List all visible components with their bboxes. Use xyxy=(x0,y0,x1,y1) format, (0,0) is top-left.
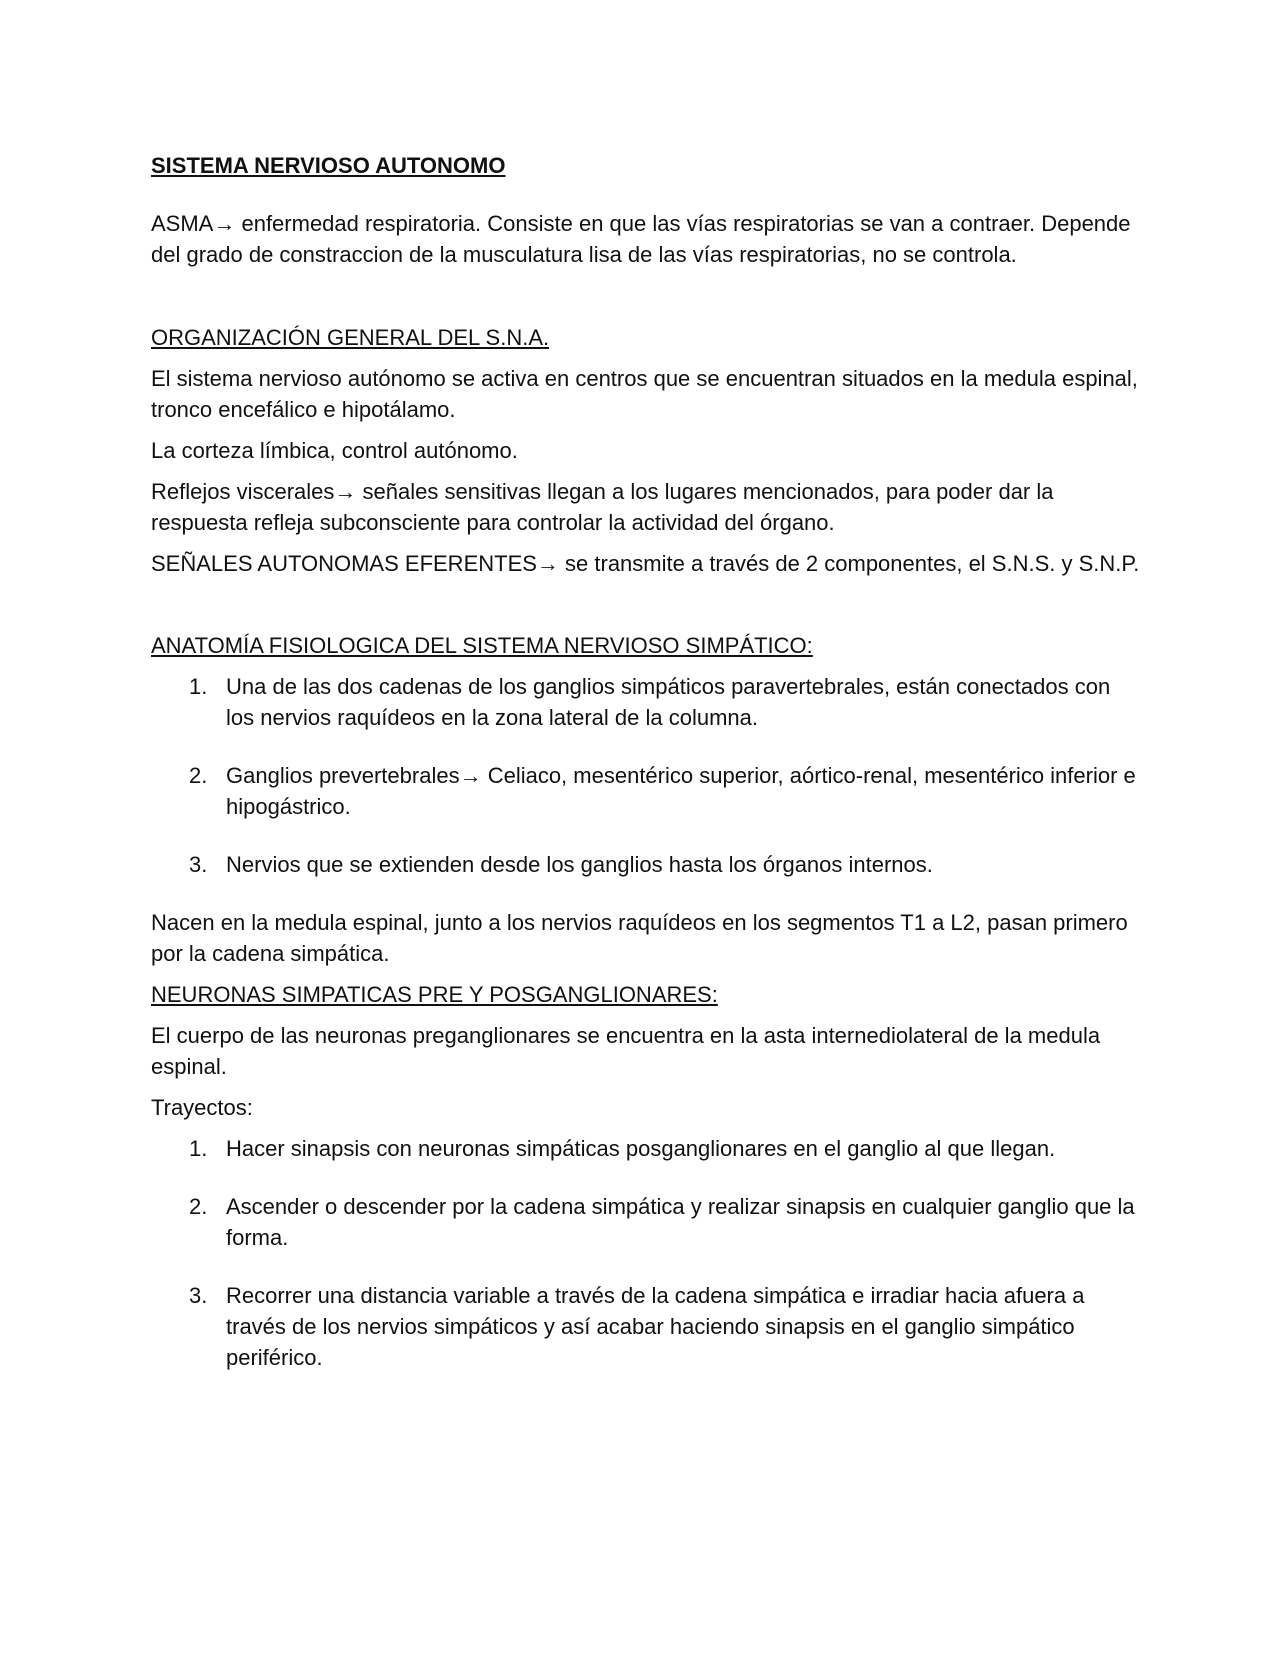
senales-term: SEÑALES AUTONOMAS EFERENTES xyxy=(151,551,537,576)
list-item-number: 2. xyxy=(189,763,208,788)
arrow-icon: → xyxy=(459,763,482,788)
arrow-icon: → xyxy=(213,211,236,236)
trayectos-label: Trayectos: xyxy=(151,1095,253,1120)
organizacion-paragraph-1: El sistema nervioso autónomo se activa en centros que se encuentran situados en la medula espinal, tronco encefálico e hipotálamo. xyxy=(151,366,1138,422)
asma-term: ASMA xyxy=(151,211,214,236)
list-item xyxy=(151,1133,1141,1164)
list-item-text: Nervios que se extienden desde los ganglios hasta los órganos internos. xyxy=(226,852,933,877)
list-item-number: 1. xyxy=(189,1136,208,1161)
list-item xyxy=(151,671,1141,733)
asma-text: enfermedad respiratoria. Consiste en que las vías respiratorias se van a contraer. Depende del grado de constraccion de la musculatura lisa de las vías respiratorias, no se controla. xyxy=(151,211,1131,267)
reflejos-term: Reflejos viscerales xyxy=(151,479,335,504)
list-item-text: Celiaco, mesentérico superior, aórtico-renal, mesentérico inferior e hipogástrico. xyxy=(226,763,1136,819)
neuronas-paragraph-1: El cuerpo de las neuronas preganglionares se encuentra en la asta internediolateral de la medula espinal. xyxy=(151,1023,1101,1079)
list-item-number: 1. xyxy=(189,674,208,699)
list-item xyxy=(151,760,1141,822)
list-item-text: Ascender o descender por la cadena simpática y realizar sinapsis en cualquier ganglio que la forma. xyxy=(226,1194,1135,1250)
anatomia-list xyxy=(151,671,1141,880)
anatomia-heading: ANATOMÍA FISIOLOGICA DEL SISTEMA NERVIOSO SIMPÁTICO: xyxy=(151,633,813,658)
list-item-number: 3. xyxy=(189,1283,208,1308)
senales-paragraph xyxy=(151,548,1141,579)
arrow-icon: → xyxy=(536,551,559,576)
neuronas-heading: NEURONAS SIMPATICAS PRE Y POSGANGLIONARES: xyxy=(151,982,718,1007)
organizacion-paragraph-2: La corteza límbica, control autónomo. xyxy=(151,438,518,463)
trayectos-list xyxy=(151,1133,1141,1373)
document-title: SISTEMA NERVIOSO AUTONOMO xyxy=(151,153,506,178)
organizacion-heading: ORGANIZACIÓN GENERAL DEL S.N.A. xyxy=(151,325,550,350)
senales-text: se transmite a través de 2 componentes, el S.N.S. y S.N.P. xyxy=(558,551,1140,576)
list-item-number: 2. xyxy=(189,1194,208,1219)
asma-paragraph xyxy=(151,208,1141,270)
list-item-text: Recorrer una distancia variable a través de la cadena simpática e irradiar hacia afuera a través de los nervios simpáticos y así acabar haciendo sinapsis en el ganglio simpático periférico. xyxy=(226,1283,1085,1370)
list-item xyxy=(151,1191,1141,1253)
reflejos-paragraph xyxy=(151,476,1141,538)
document-page xyxy=(151,150,1141,1373)
arrow-icon: → xyxy=(334,479,357,504)
list-item-term: Ganglios prevertebrales xyxy=(226,763,460,788)
list-item-text: Hacer sinapsis con neuronas simpáticas posganglionares en el ganglio al que llegan. xyxy=(226,1136,1056,1161)
list-item xyxy=(151,1280,1141,1373)
anatomia-paragraph: Nacen en la medula espinal, junto a los nervios raquídeos en los segmentos T1 a L2, pasan primero por la cadena simpática. xyxy=(151,910,1128,966)
reflejos-text: señales sensitivas llegan a los lugares mencionados, para poder dar la respuesta refleja subconsciente para controlar la actividad del órgano. xyxy=(151,479,1054,535)
list-item-text: Una de las dos cadenas de los ganglios simpáticos paravertebrales, están conectados con los nervios raquídeos en la zona lateral de la columna. xyxy=(226,674,1111,730)
list-item xyxy=(151,849,1141,880)
list-item-number: 3. xyxy=(189,852,208,877)
